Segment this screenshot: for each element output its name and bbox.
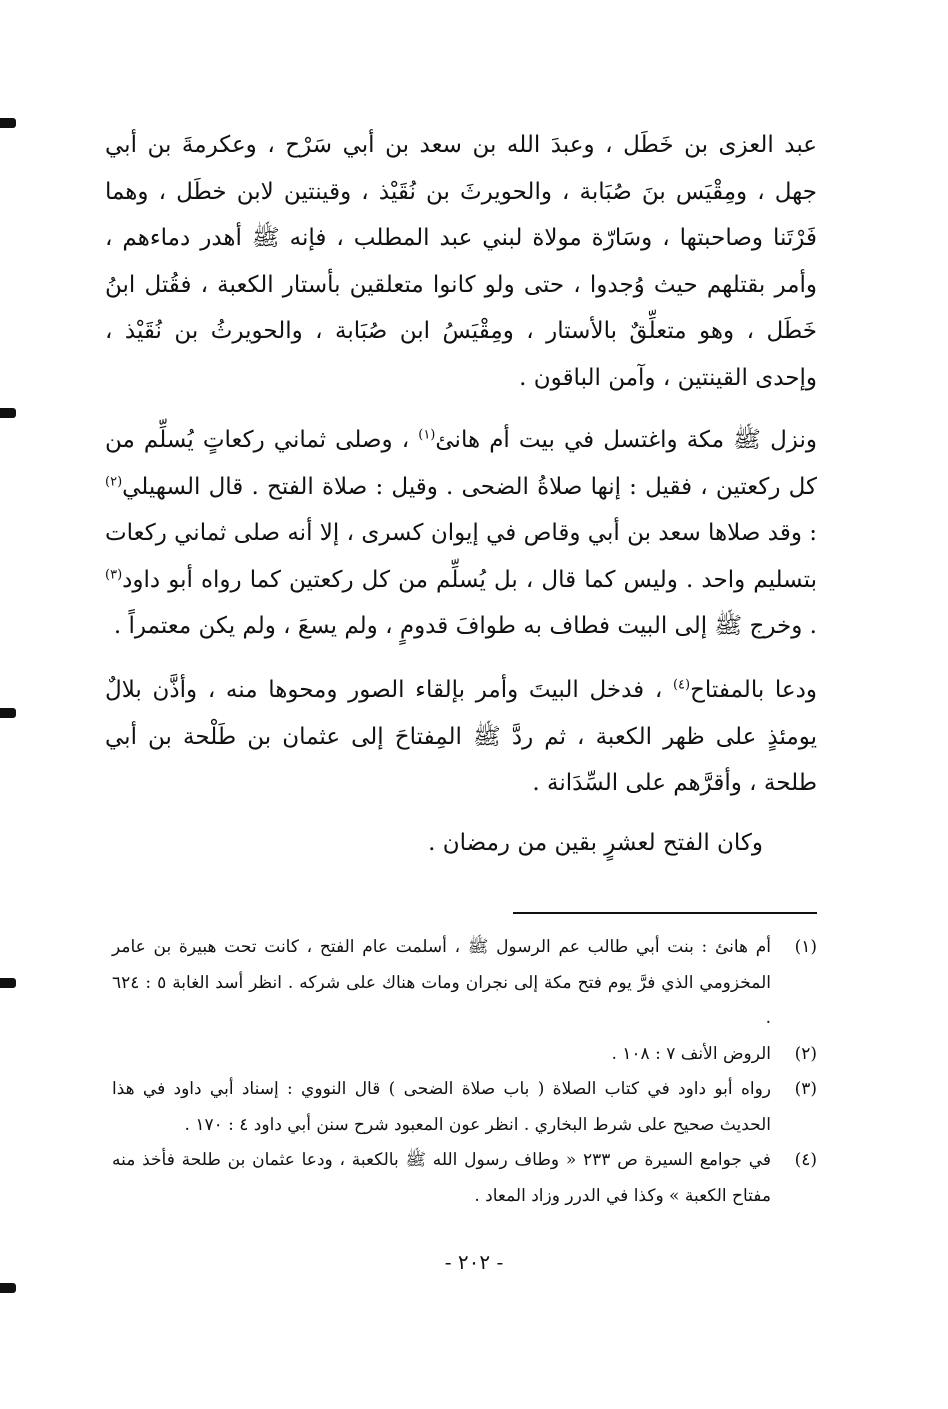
footnote-text: أم هانئ : بنت أبي طالب عم الرسول ﷺ ، أسلمت عام الفتح ، كانت تحت هبيرة بن عامر المخزومي الذي فرَّ يوم فتح مكة إلى نجران ومات هناك على شركه . انظر أسد الغابة ٥ : ٦٢٤ . — [112, 937, 771, 1028]
footnotes — [112, 930, 817, 1214]
text-run: ، وصلى ثماني ركعاتٍ يُسلِّم من كل ركعتين ، فقيل : إنها صلاةُ الضحى . وقيل : صلاة الفتح . قال السهيلي — [105, 427, 817, 500]
footnote-number: (٣) — [794, 1079, 817, 1099]
paragraph-text: عبد العزى بن خَطَل ، وعبدَ الله بن سعد بن أبي سَرْح ، وعكرمةَ بن أبي جهل ، ومِقْيَس بنَ صُبَابة ، والحويرثَ بن نُقَيْذ ، وقينتين لابن خطَل ، وهما فَرْتَنا وصاحبتها ، وسَارّة مولاة لبني عبد المطلب ، فإنه ﷺ أهدر دماءهم ، وأمر بقتلهم حيث وُجدوا ، حتى ولو كانوا متعلقين بأستار الكعبة ، فقُتل ابنُ خَطَل ، وهو متعلِّقٌ بالأستار ، ومِقْيَسُ ابن صُبَابة ، والحويرثُ بن نُقَيْذ ، وإحدى القينتين ، وآمن الباقون . — [105, 132, 817, 391]
footnote-ref[interactable]: (٢) — [105, 473, 123, 489]
footnote-text: الروض الأنف ٧ : ١٠٨ . — [611, 1043, 771, 1064]
text-run: . وخرج ﷺ إلى البيت فطاف به طوافَ قدومٍ ، ولم يسعَ ، ولم يكن معتمراً . — [113, 613, 817, 639]
scan-margin-mark — [0, 978, 16, 988]
footnote-ref[interactable]: (٣) — [105, 566, 123, 582]
text-run: : وقد صلاها سعد بن أبي وقاص في إيوان كسرى ، إلا أنه صلى ثماني ركعات بتسليم واحد . وليس كما قال ، بل يُسلِّم من كل ركعتين كما رواه أبو داود — [105, 520, 817, 593]
scan-margin-mark — [0, 118, 16, 128]
paragraph-key-of-kaaba — [105, 667, 817, 807]
paragraph-conquest-pardons — [105, 122, 817, 401]
paragraph-conquest-date — [105, 820, 817, 867]
footnote-number: (٢) — [794, 1043, 817, 1064]
footnote-item — [112, 930, 817, 1037]
text-run: ونزل ﷺ مكة واغتسل في بيت أم هانئ — [435, 427, 817, 453]
text-run: ودعا بالمفتاح — [690, 677, 817, 703]
scan-margin-mark — [0, 708, 16, 718]
paragraph-prayer-in-house — [105, 417, 817, 650]
footnote-number: (١) — [794, 937, 817, 957]
footnote-item — [112, 1037, 817, 1073]
text-run: ، فدخل البيتَ وأمر بإلقاء الصور ومحوها منه ، وأذَّن بلالٌ يومئذٍ على ظهر الكعبة ، ثم ردَّ ﷺ المِفتاحَ إلى عثمان بن طَلْحة بن أبي طلحة ، وأقرَّهم على السِّدَانة . — [105, 677, 817, 796]
footnote-text: في جوامع السيرة ص ٢٣٣ « وطاف رسول الله ﷺ بالكعبة ، ودعا عثمان بن طلحة فأخذ منه مفتاح الكعبة » وكذا في الدرر وزاد المعاد . — [112, 1150, 772, 1206]
footnote-ref[interactable]: (١) — [418, 427, 436, 443]
paragraph-text — [105, 417, 817, 650]
page-number: - ٢٠٢ - — [444, 1250, 504, 1274]
footnote-item — [112, 1072, 817, 1143]
footnote-ref[interactable]: (٤) — [672, 677, 691, 693]
scan-margin-mark — [0, 408, 16, 418]
paragraph-text — [105, 667, 817, 807]
scan-margin-mark — [0, 1283, 16, 1293]
footnote-separator — [513, 912, 817, 914]
footnote-number: (٤) — [794, 1150, 817, 1170]
footnote-item — [112, 1143, 817, 1214]
paragraph-text: وكان الفتح لعشرٍ بقين من رمضان . — [428, 830, 763, 856]
footnote-text: رواه أبو داود في كتاب الصلاة ( باب صلاة الضحى ) قال النووي : إسناد أبي داود في هذا الحديث صحيح على شرط البخاري . انظر عون المعبود شرح سنن أبي داود ٤ : ١٧٠ . — [112, 1079, 771, 1135]
